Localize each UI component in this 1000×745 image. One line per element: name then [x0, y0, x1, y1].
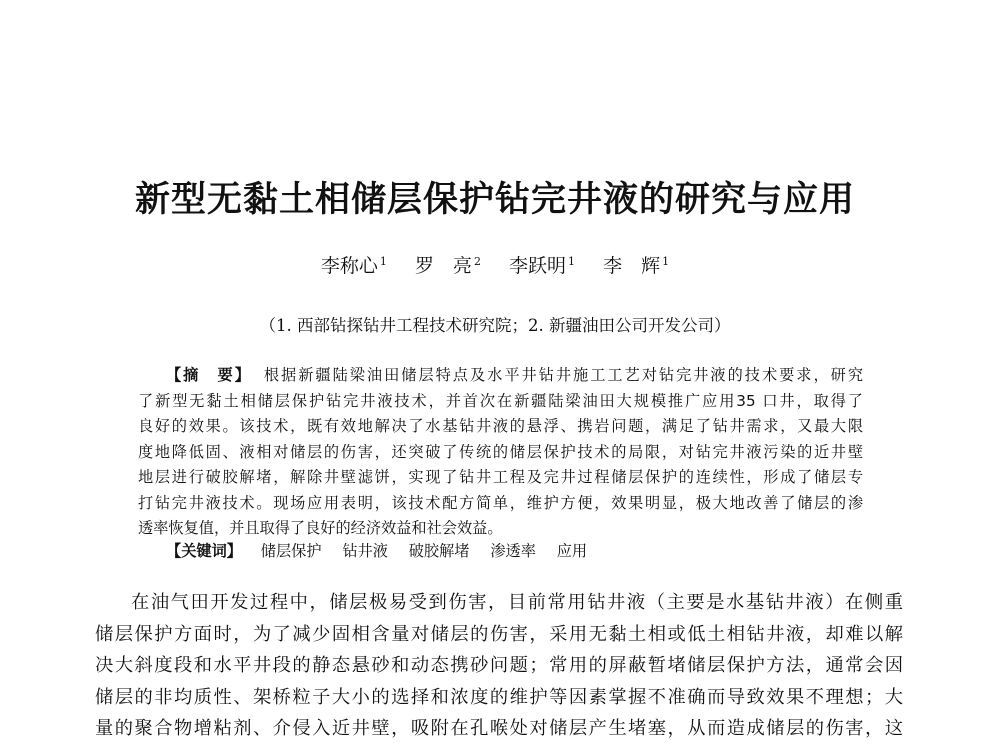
keyword: 渗透率	[490, 542, 536, 560]
keyword: 钻井液	[342, 542, 388, 560]
author-list	[0, 251, 990, 278]
body-line: 量的聚合物增粘剂、介侵入近井壁，吸附在孔喉处对储层产生堵塞，从而造成储层的伤害，这	[95, 718, 903, 739]
keyword: 应用	[556, 542, 588, 560]
author-name: 罗 亮	[414, 255, 472, 277]
author-name: 李跃明	[509, 255, 567, 277]
author-affiliation-mark: 2	[473, 254, 481, 268]
abstract-line: 良好的效果。该技术，既有效地解决了水基钻井液的悬浮、携岩问题，满足了钻井需求，又最大限	[138, 417, 863, 435]
author	[321, 251, 387, 278]
body-line: 决大斜度段和水平井段的静态悬砂和动态携砂问题；常用的屏蔽暂堵储层保护方法，通常会因	[95, 655, 903, 676]
author	[603, 251, 669, 278]
author-name: 李称心	[320, 255, 378, 277]
abstract-line: 度地降低固、液相对储层的伤害，还突破了传统的储层保护技术的局限，对钻完井液污染的近井壁	[138, 442, 863, 461]
abstract-line: 地层进行破胶解堵，解除井壁滤饼，实现了钻井工程及完井过程储层保护的连续性，形成了储层专	[138, 468, 863, 486]
keywords-label: 【关键词】	[166, 542, 242, 560]
keywords	[166, 540, 603, 561]
abstract-line: 了新型无黏土相储层保护钻完井液技术，并首次在新疆陆梁油田大规模推广应用35 口井，取得了	[138, 391, 863, 410]
keyword: 破胶解堵	[408, 542, 470, 560]
author-affiliation-mark: 1	[662, 254, 670, 268]
author-affiliation-mark: 1	[379, 254, 387, 268]
author-affiliation-mark: 1	[568, 254, 576, 268]
body-text	[95, 587, 903, 745]
affiliations: （1. 西部钻探钻井工程技术研究院；2. 新疆油田公司开发公司）	[259, 316, 731, 335]
body-line: 在油气田开发过程中，储层极易受到伤害，目前常用钻井液（主要是水基钻井液）在侧重	[131, 592, 903, 613]
abstract	[138, 363, 863, 542]
abstract-line: 打钻完井液技术。现场应用表明，该技术配方简单，维护方便，效果明显，极大地改善了储层的渗	[138, 493, 863, 512]
body-line: 储层的非均质性、架桥粒子大小的选择和浓度的维护等因素掌握不准确而导致效果不理想；大	[95, 686, 903, 708]
paper-title: 新型无黏土相储层保护钻完井液的研究与应用	[134, 180, 855, 220]
abstract-text: 根据新疆陆梁油田储层特点及水平井钻井施工工艺对钻完井液的技术要求，研究	[263, 366, 864, 384]
abstract-label: 【摘 要】	[166, 366, 252, 384]
abstract-line: 透率恢复值，并且取得了良好的经济效益和社会效益。	[138, 519, 503, 537]
abstract-line	[138, 363, 863, 389]
keyword: 储层保护	[260, 542, 322, 560]
author	[415, 251, 481, 278]
author	[509, 251, 575, 278]
body-line: 储层保护方面时，为了减少固相含量对储层的伤害，采用无黏土相或低土相钻井液，却难以解	[95, 623, 903, 645]
author-name: 李 辉	[603, 255, 661, 277]
